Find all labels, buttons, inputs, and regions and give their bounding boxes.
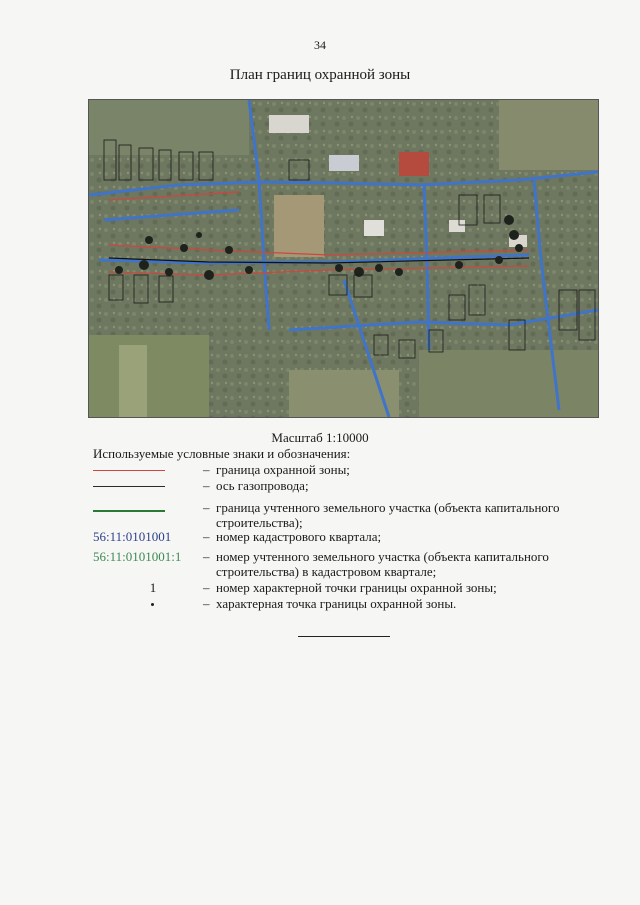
legend-description: граница учтенного земельного участка (объекта капитального строительства); <box>216 500 560 530</box>
cadastral-quarter-symbol: 56:11:0101001 <box>93 529 172 544</box>
black-line-symbol <box>93 478 173 493</box>
parcel-number-symbol: 56:11:0101001:1 <box>93 549 182 564</box>
legend-dash: – <box>203 580 210 595</box>
map-scale: Масштаб 1:10000 <box>271 430 369 445</box>
point-number-symbol: 1 <box>149 580 157 595</box>
page-number: 34 <box>314 38 326 52</box>
legend-item-parcel-number <box>93 549 593 579</box>
legend-description: номер характерной точки границы охранной зоны; <box>216 580 497 595</box>
legend-dash: – <box>203 549 210 564</box>
legend-item-parcel-boundary <box>93 500 593 530</box>
legend-description: ось газопровода; <box>216 478 309 493</box>
legend-heading: Используемые условные знаки и обозначения: <box>93 446 351 461</box>
legend-description: номер кадастрового квартала; <box>216 529 382 544</box>
legend-dash: – <box>203 500 210 515</box>
legend-dash: – <box>203 462 210 477</box>
legend-description: номер учтенного земельного участка (объекта капитального строительства) в кадастровом квартале; <box>216 549 549 579</box>
legend-dash: – <box>203 478 210 493</box>
satellite-map-image <box>88 99 599 418</box>
red-line-symbol <box>93 462 173 477</box>
legend-description: граница охранной зоны; <box>216 462 350 477</box>
legend-description: характерная точка границы охранной зоны. <box>216 596 457 611</box>
legend-dash: – <box>203 596 210 611</box>
end-separator-line <box>298 636 390 637</box>
point-dot-icon <box>93 596 173 611</box>
green-line-symbol <box>93 500 173 515</box>
legend-dash: – <box>203 529 210 544</box>
page-title: План границ охранной зоны <box>229 67 411 83</box>
